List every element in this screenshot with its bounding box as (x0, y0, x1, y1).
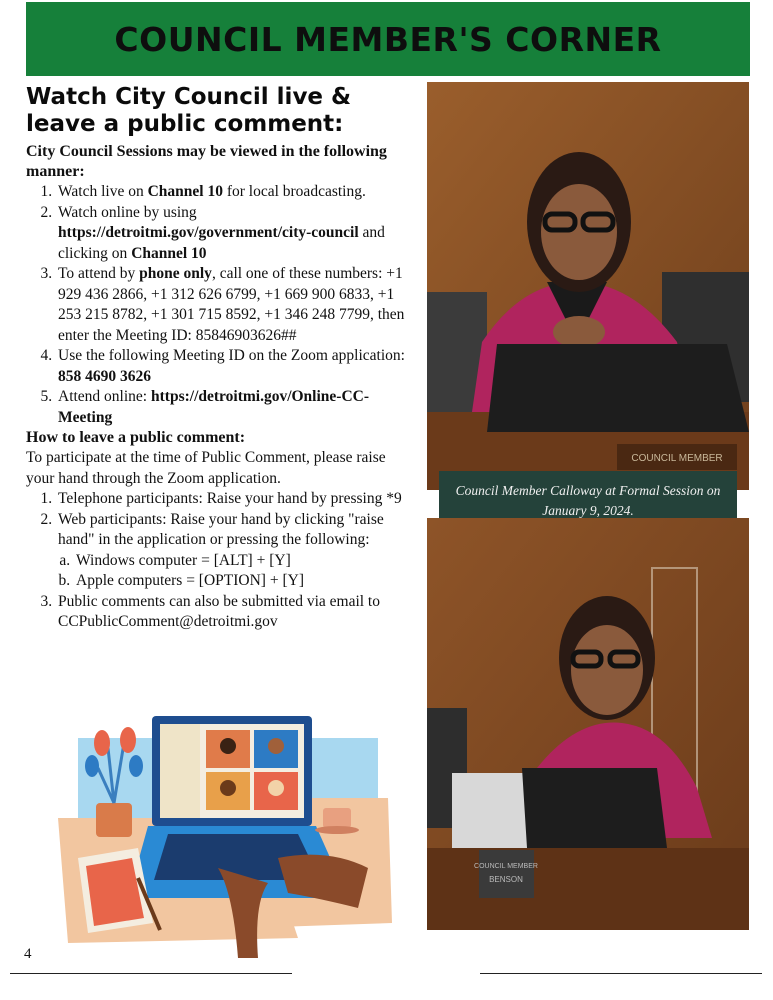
list-item: 3. To attend by phone only, call one of these numbers: +1 929 436 2866, +1 312 626 6799, +1 669 900 6833, +1 253 215 8782, +1 301 715 8592, +1 346 248 7799, then enter the Meeting ID: 85846903626## (56, 264, 416, 346)
banner-title: COUNCIL MEMBER'S CORNER (114, 19, 662, 59)
page-number: 4 (24, 946, 32, 962)
shortcut-list (58, 551, 416, 592)
list-item: a. Windows computer = [ALT] + [Y] (74, 551, 416, 572)
list-item: 5. Attend online: https://detroitmi.gov/Online-CC-Meeting (56, 387, 416, 428)
section-heading: Watch City Council live & leave a public comment: (26, 84, 352, 137)
photo1-graphic (427, 82, 749, 490)
comment-steps-list (26, 489, 416, 633)
city-council-link[interactable]: https://detroitmi.gov/government/city-council (58, 224, 359, 241)
video-call-illustration (58, 708, 392, 958)
view-options-list (26, 182, 416, 428)
footer-rule-right (480, 973, 762, 974)
online-meeting-link[interactable]: https://detroitmi.gov/Online-CC-Meeting (58, 388, 369, 426)
photo-caption: Council Member Calloway at Formal Session on January 9, 2024. (439, 471, 737, 531)
nameplate-line1: COUNCIL MEMBER (474, 863, 538, 870)
photo-council-member-top (427, 82, 749, 490)
list-item: 2. Watch online by using https://detroitmi.gov/government/city-council and clicking on Channel 10 (56, 203, 416, 265)
list-item: 2. Web participants: Raise your hand by clicking "raise hand" in the application or pressing the following: a. Windows computer = [ALT] + [Y] b. Apple computers = [OPTION] + [Y] (56, 510, 416, 592)
laptop-video-call-illustration (58, 708, 392, 958)
nameplate-line2: BENSON (489, 875, 523, 884)
list-item: 1. Telephone participants: Raise your hand by pressing *9 (56, 489, 416, 510)
list-item: b. Apple computers = [OPTION] + [Y] (74, 571, 416, 592)
list-item: 4. Use the following Meeting ID on the Zoom application: 858 4690 3626 (56, 346, 416, 387)
sessions-intro: City Council Sessions may be viewed in the following manner: (26, 143, 387, 180)
left-column (26, 84, 416, 633)
photo2-graphic (427, 518, 749, 930)
photo-council-member-bottom (427, 518, 749, 930)
comment-heading: How to leave a public comment: (26, 429, 246, 446)
nameplate-text: COUNCIL MEMBER (631, 453, 723, 464)
comment-intro: To participate at the time of Public Comment, please raise your hand through the Zoom application. (26, 449, 386, 487)
list-item: 3. Public comments can also be submitted via email to CCPublicComment@detroitmi.gov (56, 592, 416, 633)
footer-rule-left (10, 973, 292, 974)
header-banner (26, 2, 750, 76)
list-item: 1. Watch live on Channel 10 for local broadcasting. (56, 182, 416, 203)
